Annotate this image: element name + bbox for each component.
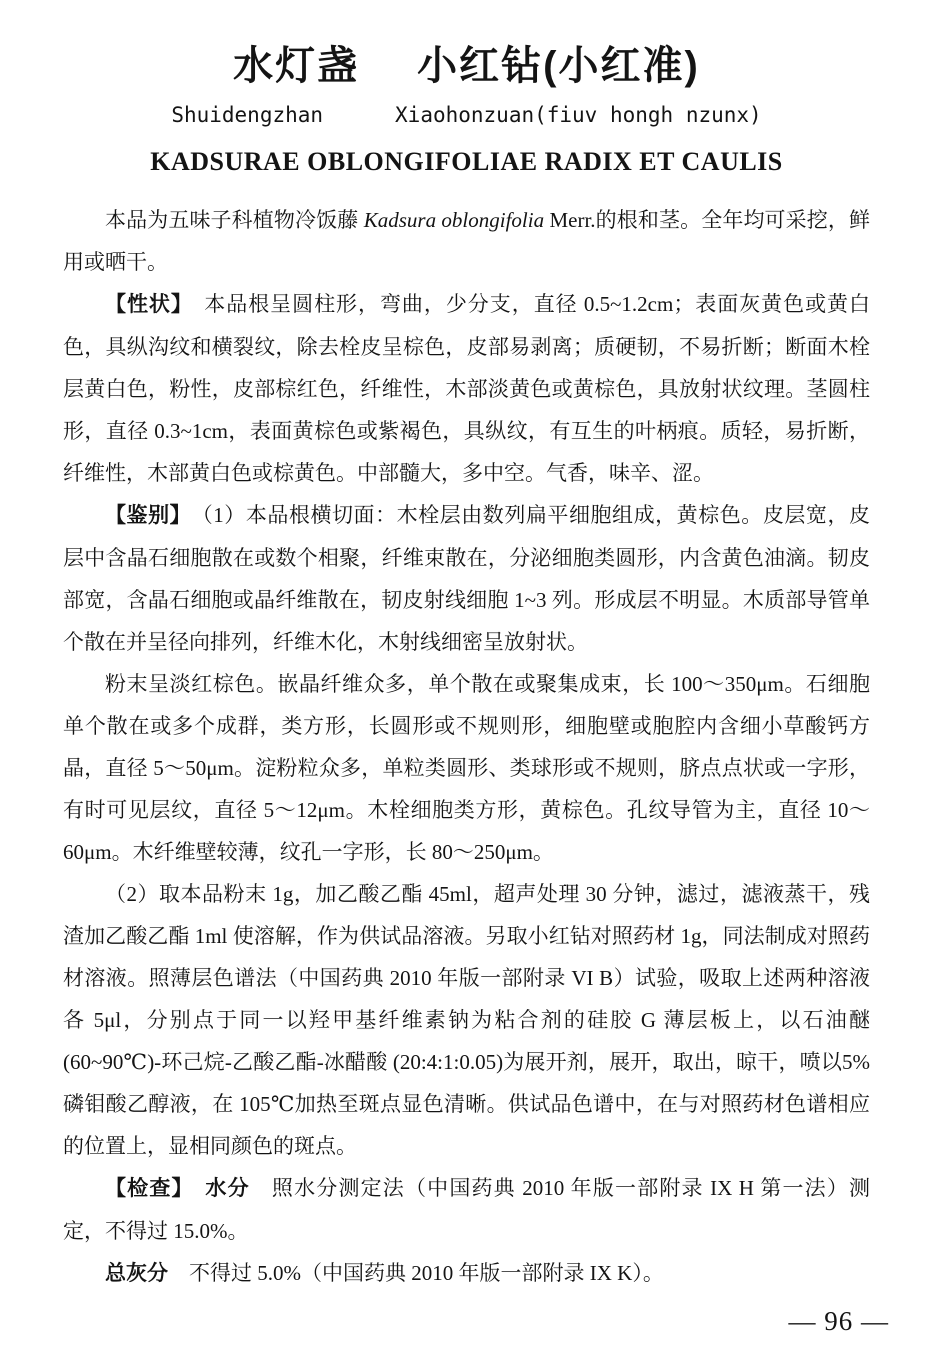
intro-text: 本品为五味子科植物冷饭藤 <box>105 208 364 232</box>
paragraph-fenmo <box>63 663 870 873</box>
xingzhuang-text: 本品根呈圆柱形，弯曲，少分支，直径 0.5~1.2cm；表面灰黄色或黄白色，具纵沟纹和横裂纹，除去栓皮呈棕色，皮部易剥离；质硬韧，不易折断；断面木栓层黄白色，粉性，皮部棕红色，纤维性，木部淡黄色或黄棕色，具放射状纹理。茎圆柱形，直径 0.3~1cm，表面黄棕色或紫褐色，具纵纹，有互生的叶柄痕。质轻，易折断，纤维性，木部黄白色或棕黄色。中部髓大，多中空。气香，味辛、涩。 <box>63 292 871 485</box>
species-name-italic: Kadsura oblongifolia <box>363 208 545 232</box>
page-title <box>63 44 870 88</box>
zonghuifen-text: 不得过 5.0%（中国药典 2010 年版一部附录 IX K）。 <box>168 1261 664 1285</box>
body-text <box>63 199 870 1295</box>
pinyin-line <box>63 103 870 127</box>
pinyin-secondary: Xiaohonzuan(fiuv hongh nzunx) <box>395 103 762 127</box>
jiancha-text: 照水分测定法（中国药典 2010 年版一部附录 IX H 第一法）测定，不得过 15.0%。 <box>63 1176 871 1243</box>
section-label-xingzhuang: 【性状】 <box>105 293 183 316</box>
paragraph-jianbie-1 <box>63 494 870 663</box>
subsection-label-zonghuifen: 总灰分 <box>105 1262 168 1285</box>
jianbie-1-text: （1）本品根横切面：木栓层由数列扁平细胞组成，黄棕色。皮层宽，皮层中含晶石细胞散在或数个相聚，纤维束散在，分泌细胞类圆形，内含黄色油滴。韧皮部宽，含晶石细胞或晶纤维散在，韧皮射线细胞 1~3 列。形成层不明显。木质部导管单个散在并呈径向排列，纤维木化，木射线细密呈放射状。 <box>63 503 871 654</box>
paragraph-jianbie-2 <box>63 873 870 1167</box>
paragraph-zonghuifen <box>63 1252 870 1295</box>
title-cn-primary: 水灯盏 <box>233 44 360 88</box>
paragraph-xingzhuang <box>63 283 870 494</box>
page-number: — 96 — <box>788 1306 889 1336</box>
section-label-jianbie: 【鉴别】 <box>105 504 181 527</box>
fenmo-text: 粉末呈淡红棕色。嵌晶纤维众多，单个散在或聚集成束，长 100～350μm。石细胞单个散在或多个成群，类方形，长圆形或不规则形，细胞壁或胞腔内含细小草酸钙方晶，直径 5～50μm。淀粉粒众多，单粒类圆形、类球形或不规则，脐点点状或一字形，有时可见层纹，直径 5～12μm。木栓细胞类方形，黄棕色。孔纹导管为主，直径 10～60μm。木纤维壁较薄，纹孔一字形，长 80～250μm。 <box>63 672 870 864</box>
intro-text-cont: Merr.的根和茎。全年均可采挖，鲜用或晒干。 <box>63 208 870 274</box>
paragraph-intro <box>63 199 870 283</box>
pinyin-primary: Shuidengzhan <box>171 103 324 127</box>
title-cn-secondary: 小红钻(小红准) <box>417 44 700 88</box>
section-label-jiancha: 【检查】 <box>105 1177 184 1200</box>
paragraph-jiancha <box>63 1167 870 1252</box>
subsection-label-shuifen: 水分 <box>205 1177 250 1200</box>
jianbie-2-text: （2）取本品粉末 1g，加乙酸乙酯 45ml，超声处理 30 分钟，滤过，滤液蒸干，残渣加乙酸乙酯 1ml 使溶解，作为供试品溶液。另取小红钻对照药材 1g，同法制成对照药材溶液。照薄层色谱法（中国药典 2010 年版一部附录 VI B）试验，吸取上述两种溶液各 5μl，分别点于同一以羟甲基纤维素钠为粘合剂的硅胶 G 薄层板上，以石油醚(60~90℃)-环己烷-乙酸乙酯-冰醋酸 (20:4:1:0.05)为展开剂，展开，取出，晾干，喷以5%磷钼酸乙醇液，在 105℃加热至斑点显色清晰。供试品色谱中，在与对照药材色谱相应的位置上，显相同颜色的斑点。 <box>63 882 870 1158</box>
jiancha-spacer-text <box>183 1176 205 1200</box>
latin-title: KADSURAE OBLONGIFOLIAE RADIX ET CAULIS <box>150 147 783 176</box>
